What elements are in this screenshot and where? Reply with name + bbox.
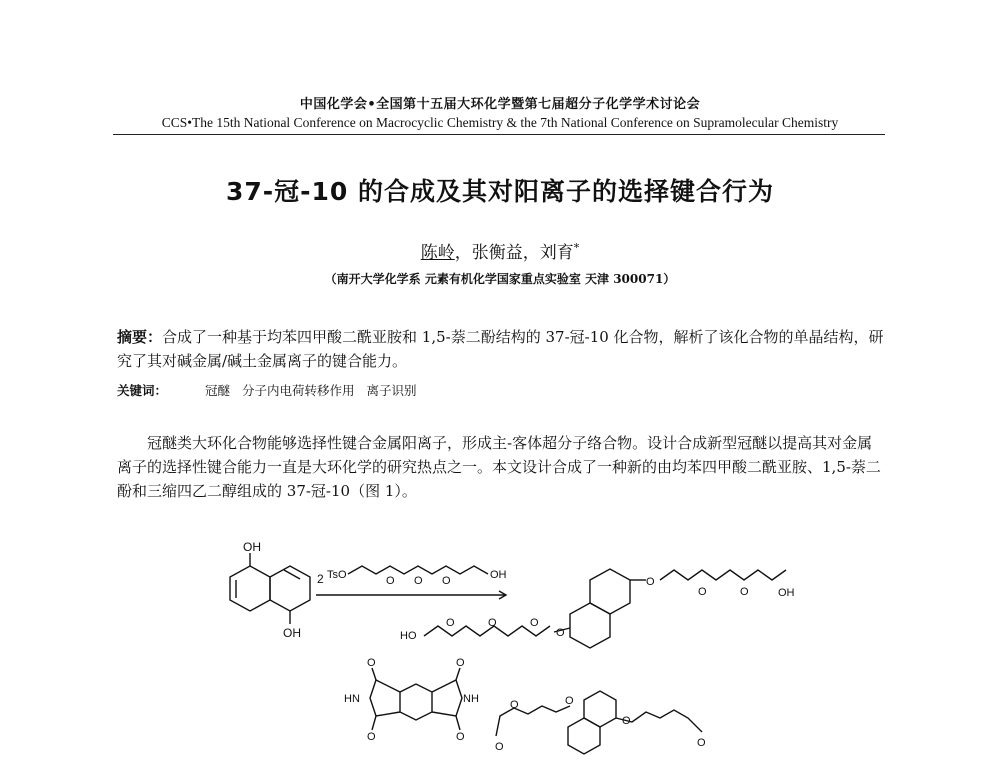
other-authors: ，张衡益，刘育 xyxy=(454,243,574,263)
ether-oxygen: O xyxy=(495,741,504,753)
ether-oxygen: O xyxy=(697,737,706,749)
corresponding-mark: * xyxy=(573,241,580,255)
keywords xyxy=(117,381,887,399)
ether-oxygen: O xyxy=(565,695,574,707)
reagent-oh: OH xyxy=(490,569,507,581)
naphthalene-glycol-fragment xyxy=(496,691,702,754)
header-rule xyxy=(113,134,885,135)
pyromellitic-diimide-structure xyxy=(370,668,462,730)
keywords-label: 关键词： xyxy=(117,383,168,398)
imide-hn: HN xyxy=(344,693,360,705)
keyword: 冠醚 xyxy=(205,383,231,398)
ether-oxygen: O xyxy=(414,575,423,587)
imide-nh: NH xyxy=(463,693,479,705)
ether-oxygen: O xyxy=(622,715,631,727)
ether-oxygen: O xyxy=(698,586,707,598)
ether-oxygen: O xyxy=(646,576,655,588)
oh-top-label: OH xyxy=(243,540,261,554)
naphthalenediol-structure xyxy=(230,553,310,624)
first-author: 陈岭 xyxy=(420,243,455,263)
keyword: 分子内电荷转移作用 xyxy=(242,383,355,398)
tosyl-chain xyxy=(348,566,488,574)
abstract-text: 合成了一种基于均苯四甲酸二酰亚胺和 1,5-萘二酚结构的 37-冠-10 化合物，解析了该化合物的单晶结构，研究了其对碱金属/碱土金属离子的键合能力。 xyxy=(117,328,884,370)
synthesis-scheme xyxy=(0,540,1000,760)
keyword: 离子识别 xyxy=(366,383,417,398)
ether-oxygen: O xyxy=(442,575,451,587)
body-paragraph: 冠醚类大环化合物能够选择性键合金属阳离子，形成主-客体超分子络合物。设计合成新型冠醚以提高其对金属离子的选择性键合能力一直是大环化学的研究热点之一。本文设计合成了一种新的由均苯四甲酸二酰亚胺、1,5-萘二酚和三缩四乙二醇组成的 37-冠-10（图 1）。 xyxy=(117,434,881,500)
ether-oxygen: O xyxy=(446,617,455,629)
ether-oxygen: O xyxy=(530,617,539,629)
ether-oxygen: O xyxy=(510,699,519,711)
abstract-label: 摘要： xyxy=(117,328,163,346)
ether-oxygen: O xyxy=(488,617,497,629)
conference-header-cn: 中国化学会•全国第十五届大环化学暨第七届超分子化学学术讨论会 xyxy=(299,97,701,112)
reagent-tso: TsO xyxy=(327,569,347,581)
affiliation: （南开大学化学系 元素有机化学国家重点实验室 天津 300071） xyxy=(324,272,676,286)
reagent-coefficient: 2 xyxy=(317,572,324,586)
conference-header-en: CCS•The 15th National Conference on Macrocyclic Chemistry & the 7th National Conference on Supramolecular Chemistry xyxy=(161,115,839,130)
product-naphthalene xyxy=(554,569,646,648)
paper-title: 37-冠-10 的合成及其对阳离子的选择键合行为 xyxy=(225,177,775,206)
ether-oxygen: O xyxy=(740,586,749,598)
ether-oxygen: O xyxy=(386,575,395,587)
carbonyl-oxygen: O xyxy=(367,657,376,669)
product-chain-upper xyxy=(660,570,786,580)
product-ho: HO xyxy=(400,630,417,642)
carbonyl-oxygen: O xyxy=(456,731,465,743)
product-oh: OH xyxy=(778,587,795,599)
oh-bottom-label: OH xyxy=(283,626,301,640)
ether-oxygen: O xyxy=(556,627,565,639)
abstract xyxy=(117,325,887,373)
authors xyxy=(0,238,1000,263)
carbonyl-oxygen: O xyxy=(367,731,376,743)
carbonyl-oxygen: O xyxy=(456,657,465,669)
